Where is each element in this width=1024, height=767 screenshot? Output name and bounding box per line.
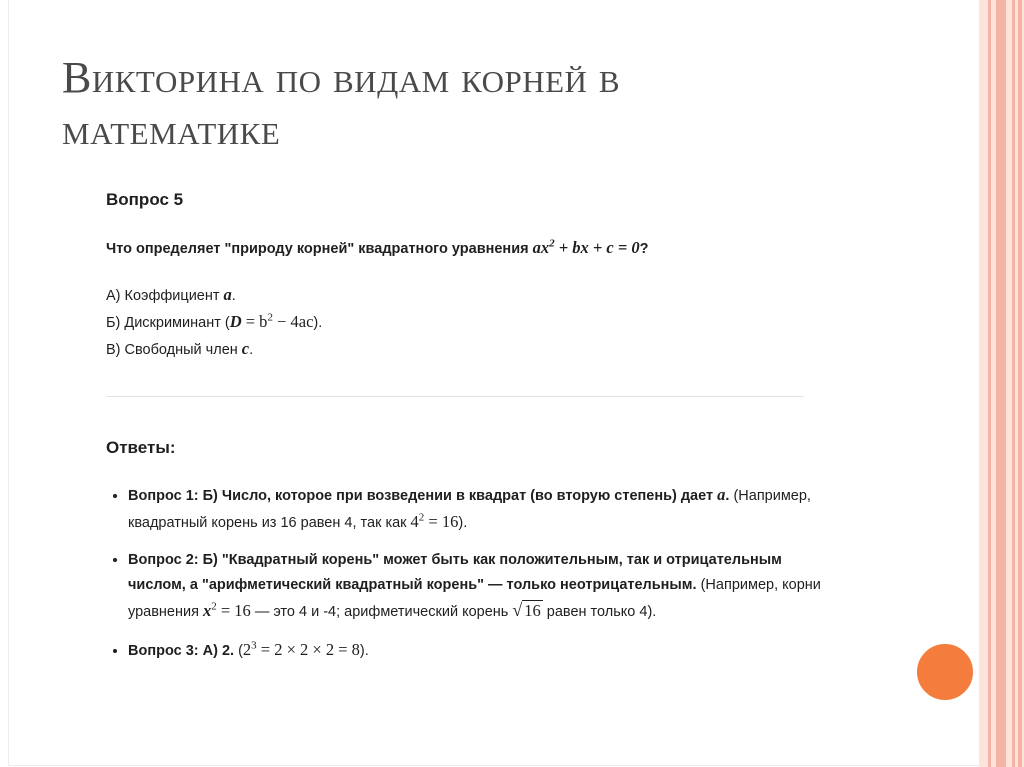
- question-text-suffix: ?: [639, 241, 649, 257]
- option-b-label: Б) Дискриминант (: [106, 315, 230, 331]
- answer-3-bold: Вопрос 3: А) 2.: [128, 643, 235, 659]
- sqrt-icon: √: [512, 600, 523, 620]
- answer-item: [128, 548, 826, 625]
- option-b-suffix: ).: [313, 315, 323, 331]
- answer-1-formula: [411, 512, 459, 531]
- answer-2-formula: [203, 601, 251, 620]
- orange-circle-decoration: [914, 641, 976, 703]
- option-b-math-d: D: [229, 312, 242, 331]
- question-heading: Вопрос 5: [106, 190, 184, 209]
- answer-3-text: (: [234, 643, 243, 659]
- sqrt-argument: 16: [524, 601, 541, 620]
- options-list: [106, 282, 806, 363]
- answer-2-bold: Вопрос 2: Б) "Квадратный корень" может быть как положительным, так и отрицательным числом, а "арифметический квадратный корень" — только неотрицательным.: [128, 552, 782, 593]
- answer-1-bold-end: .: [725, 488, 730, 504]
- answers-block: [106, 438, 826, 676]
- stripe: [1018, 0, 1022, 767]
- option-b-math-c: − 4ac: [272, 312, 314, 331]
- equation: [533, 238, 640, 257]
- stripe: [996, 0, 1006, 767]
- option-c-math: c: [241, 339, 250, 358]
- option-b: [106, 309, 806, 336]
- answers-heading: Ответы:: [106, 438, 176, 457]
- option-a: [106, 282, 806, 309]
- answer-1-rest: = 16: [424, 512, 459, 531]
- answer-3-text-end: ).: [359, 643, 369, 659]
- answer-1-text-end: ).: [458, 515, 468, 531]
- option-b-math-b: = b: [241, 312, 268, 331]
- answer-2-exponent: 2: [211, 600, 217, 613]
- slide-title: Викторина по видам корней в математике: [62, 53, 621, 154]
- answer-1-base: 4: [410, 512, 419, 531]
- answer-1-bold: Вопрос 1: Б) Число, которое при возведении в квадрат (во вторую степень) дает: [128, 488, 718, 504]
- option-a-math: a: [223, 285, 232, 304]
- answer-2-text-end: равен только 4).: [542, 604, 657, 620]
- option-c-label: В) Свободный член: [106, 342, 242, 358]
- stripe: [1012, 0, 1015, 767]
- answer-item: [128, 482, 826, 536]
- answer-3-base: 2: [242, 640, 252, 659]
- stripe: [988, 0, 991, 767]
- answer-1-bold-math: a: [717, 485, 726, 504]
- option-c: [106, 336, 806, 363]
- question-block: [106, 190, 806, 363]
- equation-exponent: 2: [549, 237, 555, 250]
- option-a-label: А) Коэффициент: [106, 288, 224, 304]
- answer-2-rest: = 16: [216, 601, 251, 620]
- answer-1-exponent: 2: [418, 511, 425, 524]
- option-b-formula: [242, 312, 314, 331]
- answer-2-text-mid: — это 4 и -4; арифметический корень: [250, 604, 513, 620]
- divider: [106, 396, 804, 397]
- answer-3-formula: [243, 640, 360, 659]
- option-b-exponent: 2: [267, 311, 273, 324]
- option-c-suffix: .: [249, 342, 254, 358]
- answer-3-exponent: 3: [251, 639, 257, 652]
- answer-1-text: (Например, квадратный корень из 16 равен 4, так как: [128, 488, 811, 531]
- answer-2-base: x: [202, 601, 212, 620]
- equation-base: ax: [532, 238, 550, 257]
- equation-rest: + bx + c = 0: [554, 238, 640, 257]
- answer-2-text: (Например, корни уравнения: [128, 577, 821, 620]
- question-text-prefix: Что определяет "природу корней" квадратного уравнения: [106, 241, 533, 257]
- answer-3-rest: = 2 × 2 × 2 = 8: [256, 640, 360, 659]
- answers-list: [106, 482, 826, 664]
- question-text: [106, 238, 806, 258]
- answer-item: [128, 637, 826, 664]
- option-a-suffix: .: [231, 288, 236, 304]
